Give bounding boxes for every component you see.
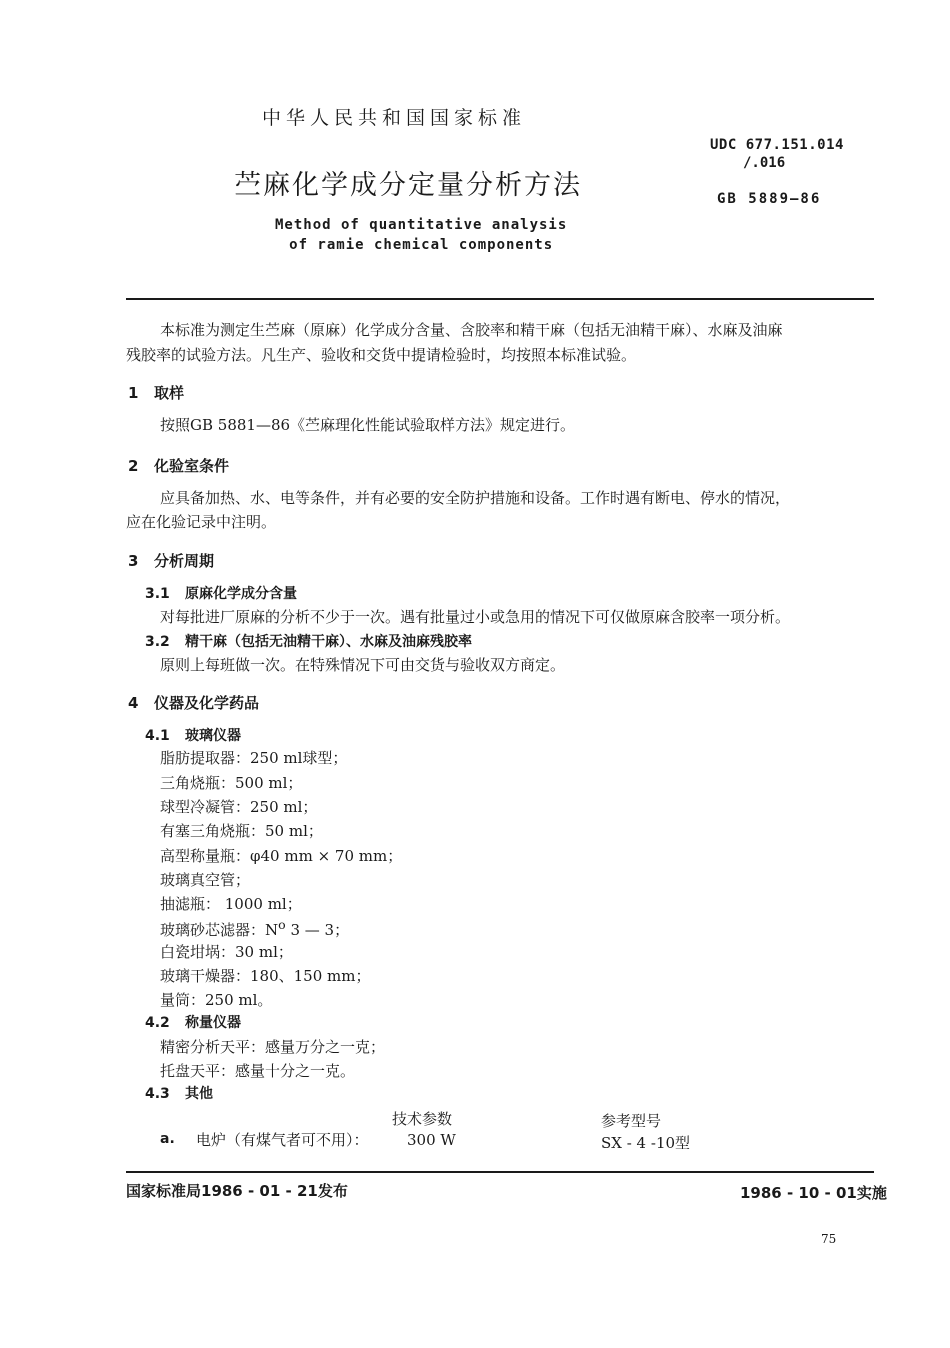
document-title-en (275, 215, 567, 255)
udc-code-line1: UDC 677.151.014 (710, 137, 844, 153)
header-divider (126, 298, 874, 300)
section-number: 1 (128, 384, 139, 402)
row-a-label: a. (160, 1131, 175, 1147)
section-number: 3 (128, 552, 139, 570)
section-2-line2: 应在化验记录中注明。 (126, 513, 277, 531)
subsection-4-2-heading (145, 1012, 241, 1032)
glassware-item: 玻璃真空管； (160, 871, 251, 889)
column-header-tech: 技术参数 (392, 1110, 453, 1128)
glassware-item: 抽滤瓶： 1000 ml； (160, 895, 302, 913)
section-4-heading (128, 692, 259, 713)
title-en-line1: Method of quantitative analysis (275, 217, 568, 233)
subsection-title: 精干麻（包括无油精干麻）、水麻及油麻残胶率 (185, 634, 472, 650)
subsection-number: 4.2 (145, 1015, 170, 1031)
subsection-title: 玻璃仪器 (185, 728, 241, 744)
glassware-item: 玻璃砂芯滤器：$N^o$ 3 — 3； (160, 917, 350, 939)
section-title: 化验室条件 (154, 457, 230, 475)
subsection-number: 4.1 (145, 728, 170, 744)
subsection-4-3-heading (145, 1083, 213, 1103)
section-title: 取样 (154, 384, 185, 402)
footer-divider (126, 1171, 874, 1173)
glassware-item: 球型冷凝管：250 ml； (160, 798, 318, 816)
row-a-tech: 300 W (407, 1131, 456, 1149)
weighing-item: 托盘天平：感量十分之一克。 (160, 1062, 356, 1080)
subsection-3-1-heading (145, 583, 297, 603)
section-title: 分析周期 (154, 552, 215, 570)
subsection-number: 3.1 (145, 586, 170, 602)
effective-date: 1986 - 10 - 01实施 (740, 1184, 887, 1202)
column-header-model: 参考型号 (601, 1112, 662, 1130)
subsection-3-1-text: 对每批进厂原麻的分析不少于一次。遇有批量过小或急用的情况下可仅做原麻含胶率一项分析。 (160, 608, 791, 626)
glassware-item: 量筒：250 ml。 (160, 991, 273, 1009)
issue-date: 国家标准局1986 - 01 - 21发布 (126, 1182, 348, 1200)
glassware-item: 高型称量瓶：φ40 mm × 70 mm； (160, 847, 403, 865)
section-number: 4 (128, 694, 139, 712)
udc-code-line2: /.016 (743, 155, 786, 171)
subsection-title: 称量仪器 (185, 1015, 241, 1031)
intro-line2: 残胶率的试验方法。凡生产、验收和交货中提请检验时，均按照本标准试验。 (126, 346, 637, 364)
glassware-item: 有塞三角烧瓶：50 ml； (160, 822, 323, 840)
section-number: 2 (128, 457, 139, 475)
intro-line1: 本标准为测定生苎麻（原麻）化学成分含量、含胶率和精干麻（包括无油精干麻）、水麻及油麻 (160, 321, 783, 339)
section-title: 仪器及化学药品 (154, 694, 260, 712)
title-en-line2: of ramie chemical components (289, 237, 554, 253)
subsection-number: 4.3 (145, 1086, 170, 1102)
section-1-heading (128, 382, 184, 403)
standard-label: 中华人民共和国国家标准 (262, 107, 527, 129)
subsection-title: 其他 (185, 1086, 213, 1102)
subsection-title: 原麻化学成分含量 (185, 586, 297, 602)
page-number: 75 (821, 1232, 837, 1246)
section-2-heading (128, 455, 229, 476)
gb-code: GB 5889—86 (717, 191, 822, 207)
glassware-item: 脂肪提取器：250 ml球型； (160, 749, 348, 767)
document-title-cn: 苎麻化学成分定量分析方法 (234, 170, 582, 201)
subsection-number: 3.2 (145, 634, 170, 650)
subsection-3-2-text: 原则上每班做一次。在特殊情况下可由交货与验收双方商定。 (160, 656, 566, 674)
row-a-name: 电炉（有煤气者可不用）： (196, 1131, 369, 1149)
weighing-item: 精密分析天平：感量万分之一克； (160, 1038, 386, 1056)
subsection-3-2-heading (145, 631, 472, 651)
glassware-item: 白瓷坩埚：30 ml； (160, 943, 293, 961)
section-2-line1: 应具备加热、水、电等条件，并有必要的安全防护措施和设备。工作时遇有断电、停水的情况， (160, 489, 791, 507)
row-a-model: SX - 4 -10型 (601, 1134, 691, 1152)
section-1-text: 按照GB 5881—86《苎麻理化性能试验取样方法》规定进行。 (160, 416, 576, 434)
subsection-4-1-heading (145, 725, 241, 745)
glassware-item: 三角烧瓶：500 ml； (160, 774, 303, 792)
section-3-heading (128, 550, 214, 571)
glassware-item: 玻璃干燥器：180、150 mm； (160, 967, 371, 985)
